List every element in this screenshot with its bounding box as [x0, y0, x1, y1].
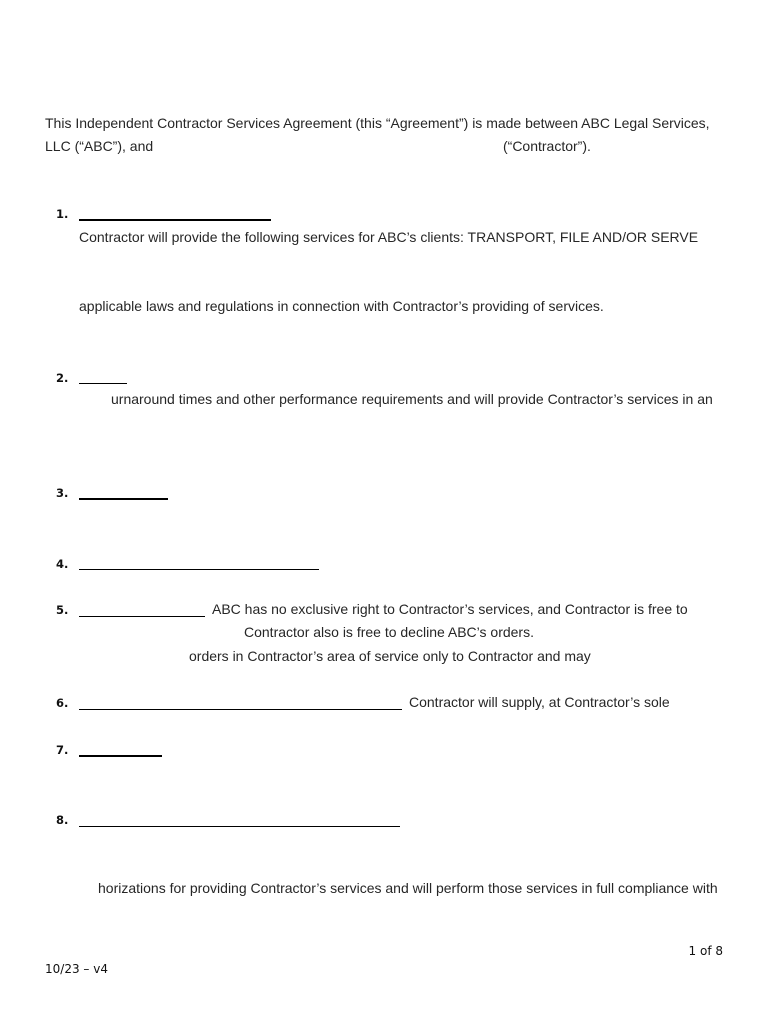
section-3-number: 3.: [56, 486, 69, 500]
section-6-line-1: Contractor will supply, at Contractor’s sole: [409, 694, 670, 710]
section-2-heading-blank: [79, 383, 127, 384]
intro-line-1: This Independent Contractor Services Agreement (this “Agreement”) is made between ABC Legal Services,: [45, 115, 710, 131]
section-5-line-2: Contractor also is free to decline ABC’s orders.: [244, 624, 534, 640]
section-5-line-1: ABC has no exclusive right to Contractor’s services, and Contractor is free to: [212, 601, 688, 617]
section-5-line-3: orders in Contractor’s area of service only to Contractor and may: [189, 648, 591, 664]
page-number: 1 of 8: [688, 944, 723, 958]
version-label: 10/23 – v4: [45, 962, 108, 976]
section-6-number: 6.: [56, 696, 69, 710]
section-4-heading-blank: [79, 569, 319, 570]
section-5-number: 5.: [56, 603, 69, 617]
section-3-heading-blank: [79, 498, 168, 500]
section-1-line-1: Contractor will provide the following services for ABC’s clients: TRANSPORT, FILE AND/OR SERVE: [79, 229, 699, 245]
section-8-number: 8.: [56, 813, 69, 827]
section-8-line-1: horizations for providing Contractor’s services and will perform those services in full compliance with: [98, 880, 718, 896]
section-4-number: 4.: [56, 557, 69, 571]
section-8-heading-blank: [79, 826, 400, 827]
section-2-number: 2.: [56, 371, 69, 385]
section-1-heading-blank: [79, 219, 271, 221]
section-1-line-2: applicable laws and regulations in connection with Contractor’s providing of services.: [79, 298, 604, 314]
section-7-heading-blank: [79, 755, 162, 757]
section-5-heading-blank: [79, 616, 205, 617]
intro-line-2-right: (“Contractor”).: [503, 138, 591, 154]
section-1-number: 1.: [56, 207, 69, 221]
section-7-number: 7.: [56, 743, 69, 757]
intro-line-2-left: LLC (“ABC”), and: [45, 138, 154, 154]
section-6-heading-blank: [79, 709, 402, 710]
section-2-line-1: urnaround times and other performance requirements and will provide Contractor’s services in an: [111, 391, 713, 407]
